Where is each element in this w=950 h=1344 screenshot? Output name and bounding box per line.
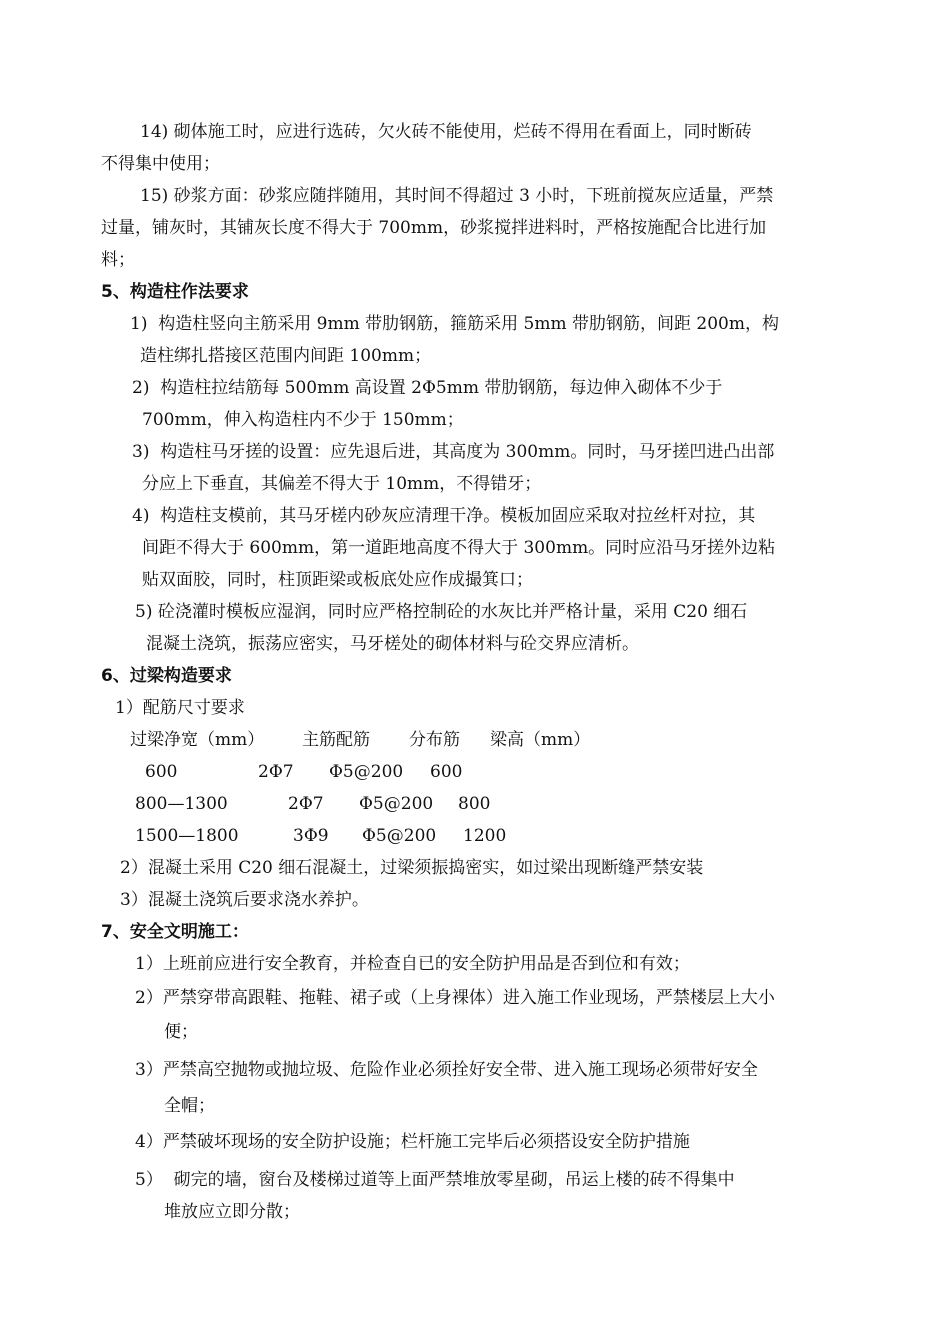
section-5-item-4-line-2: 间距不得大于 600mm，第一道距地高度不得大于 300mm。同时应沿马牙搓外边粘 [142, 538, 776, 558]
section-5-item-3-line-1: 3) 构造柱马牙搓的设置：应先退后进，其高度为 300mm。同时，马牙搓凹进凸出部 [132, 442, 775, 462]
section-6-sub-3: 3）混凝土浇筑后要求浇水养护。 [120, 890, 369, 910]
section-7-item-2-line-1: 2）严禁穿带高跟鞋、拖鞋、裙子或（上身裸体）进入施工作业现场，严禁楼层上大小 [135, 988, 775, 1008]
section-5-item-5-line-2: 混凝土浇筑，振荡应密实，马牙槎处的砌体材料与砼交界应清析。 [146, 634, 639, 654]
table-row-2-distribution-bar: Φ5@200 [359, 794, 434, 814]
table-header-width: 过梁净宽（mm） [130, 730, 265, 750]
section-5-item-2-line-2: 700mm，伸入构造柱内不少于 150mm； [142, 410, 464, 430]
section-7-item-1-line-1: 1）上班前应进行安全教育，并检查自已的安全防护用品是否到位和有效； [135, 954, 690, 974]
section-6-sub-2: 2）混凝土采用 C20 细石混凝土，过梁须振捣密实，如过梁出现断缝严禁安装 [120, 858, 704, 878]
table-row-1-main-bar: 2Φ7 [258, 762, 294, 782]
table-row-2-height: 800 [458, 794, 491, 814]
item-15-line-1: 15) 砂浆方面：砂浆应随拌随用，其时间不得超过 3 小时，下班前搅灰应适量，严禁 [140, 186, 774, 206]
section-6-sub-1: 1）配筋尺寸要求 [115, 698, 245, 718]
table-row-2-width: 800—1300 [135, 794, 228, 814]
table-row-1-distribution-bar: Φ5@200 [329, 762, 404, 782]
table-row-2-main-bar: 2Φ7 [288, 794, 324, 814]
section-5-item-4-line-3: 贴双面胶，同时，柱顶距梁或板底处应作成撮箕口； [142, 570, 533, 590]
item-15-line-2: 过量，铺灰时，其铺灰长度不得大于 700mm，砂浆搅拌进料时，严格按施配合比进行加 [101, 218, 767, 238]
table-header-distribution-bar: 分布筋 [409, 730, 460, 750]
table-row-3-height: 1200 [463, 826, 507, 846]
section-7-item-5-line-1: 5） 砌完的墙，窗台及楼梯过道等上面严禁堆放零星砌，吊运上楼的砖不得集中 [135, 1170, 735, 1190]
table-header-height: 梁高（mm） [490, 730, 591, 750]
table-row-1-height: 600 [430, 762, 463, 782]
section-7-item-4-line-1: 4）严禁破坏现场的安全防护设施；栏杆施工完毕后必须搭设安全防护措施 [135, 1132, 690, 1152]
section-7-item-5-line-2: 堆放应立即分散； [164, 1202, 300, 1222]
item-14-line-2: 不得集中使用； [101, 154, 220, 174]
section-6-heading: 6、过梁构造要求 [101, 666, 232, 686]
table-row-3-width: 1500—1800 [135, 826, 239, 846]
section-7-item-3-line-2: 全帽； [164, 1096, 215, 1116]
section-5-item-5-line-1: 5) 砼浇灌时模板应湿润，同时应严格控制砼的水灰比并严格计量，采用 C20 细石 [135, 602, 748, 622]
table-row-3-main-bar: 3Φ9 [293, 826, 329, 846]
table-row-3-distribution-bar: Φ5@200 [362, 826, 437, 846]
item-15-line-3: 料； [101, 250, 135, 270]
section-5-item-3-line-2: 分应上下垂直，其偏差不得大于 10mm，不得错牙； [142, 474, 542, 494]
section-5-item-1-line-2: 造柱绑扎搭接区范围内间距 100mm； [140, 346, 432, 366]
section-5-item-2-line-1: 2) 构造柱拉结筋每 500mm 高设置 2Φ5mm 带肋钢筋，每边伸入砌体不少于 [132, 378, 723, 398]
table-header-main-bar: 主筋配筋 [302, 730, 370, 750]
section-5-heading: 5、构造柱作法要求 [101, 282, 249, 302]
item-14-line-1: 14) 砌体施工时，应进行选砖，欠火砖不能使用，烂砖不得用在看面上，同时断砖 [140, 122, 752, 142]
section-7-heading: 7、安全文明施工： [101, 922, 249, 942]
section-5-item-1-line-1: 1) 构造柱竖向主筋采用 9mm 带肋钢筋，箍筋采用 5mm 带肋钢筋，间距 200m，构 [130, 314, 779, 334]
section-7-item-3-line-1: 3）严禁高空抛物或抛垃圾、危险作业必须拴好安全带、进入施工现场必须带好安全 [135, 1060, 758, 1080]
table-row-1-width: 600 [145, 762, 178, 782]
section-5-item-4-line-1: 4) 构造柱支模前，其马牙槎内砂灰应清理干净。模板加固应采取对拉丝杆对拉，其 [132, 506, 756, 526]
section-7-item-2-line-2: 便； [164, 1022, 198, 1042]
